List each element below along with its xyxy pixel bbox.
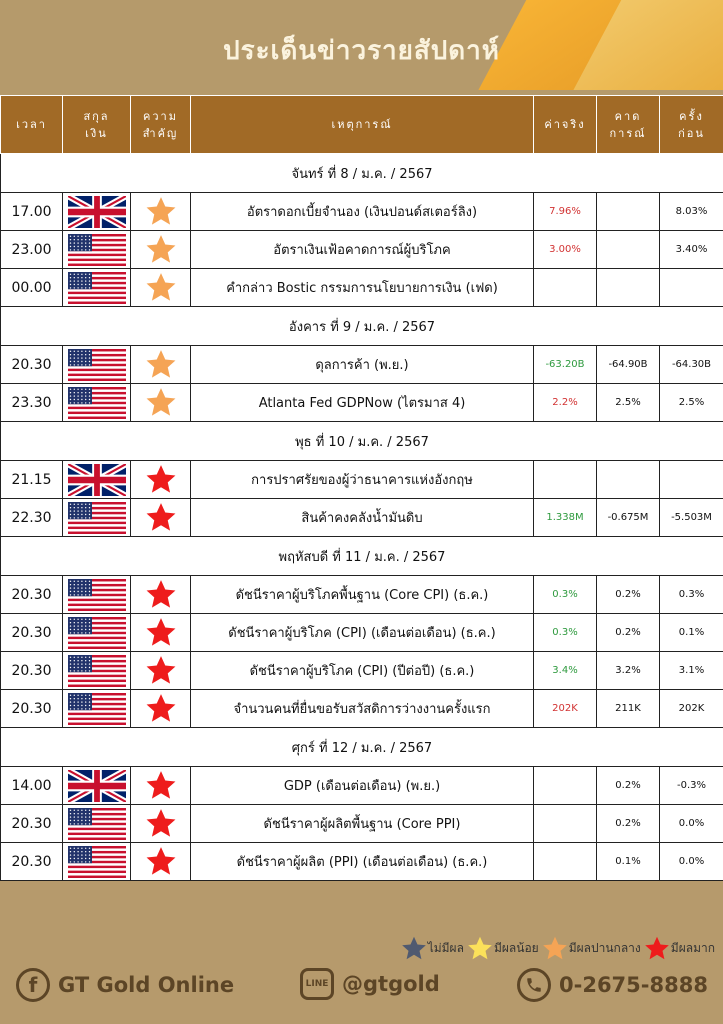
event-time: 21.15	[1, 461, 63, 499]
event-time: 17.00	[1, 193, 63, 231]
forecast-value: -0.675M	[597, 499, 660, 537]
forecast-value: 0.2%	[597, 576, 660, 614]
us-flag-icon	[68, 272, 126, 304]
event-name: อัตราดอกเบี้ยจำนอง (เงินปอนด์สเตอร์ลิง)	[191, 193, 534, 231]
economic-calendar-table	[0, 95, 723, 881]
event-row	[1, 690, 723, 728]
header-previous: ครั้ง ก่อน	[660, 96, 723, 154]
previous-value: 0.1%	[660, 614, 723, 652]
red-star-icon	[144, 463, 178, 496]
event-time: 20.30	[1, 843, 63, 881]
actual-value: -63.20B	[534, 346, 597, 384]
importance-legend	[398, 935, 715, 962]
day-label: ศุกร์ ที่ 12 / ม.ค. / 2567	[1, 728, 723, 767]
previous-value: 202K	[660, 690, 723, 728]
importance-star	[131, 805, 191, 843]
currency-flag	[63, 384, 131, 422]
orange-star-icon	[541, 935, 569, 962]
forecast-value	[597, 231, 660, 269]
day-header-row	[1, 154, 723, 193]
legend-label: มีผลน้อย	[493, 941, 539, 955]
currency-flag	[63, 231, 131, 269]
importance-star	[131, 461, 191, 499]
actual-value	[534, 843, 597, 881]
contact-bar	[0, 968, 723, 1008]
day-header-row	[1, 307, 723, 346]
day-label: พฤหัสบดี ที่ 11 / ม.ค. / 2567	[1, 537, 723, 576]
event-name: ดุลการค้า (พ.ย.)	[191, 346, 534, 384]
event-name: ดัชนีราคาผู้บริโภคพื้นฐาน (Core CPI) (ธ.ค.)	[191, 576, 534, 614]
forecast-value	[597, 461, 660, 499]
facebook-contact[interactable]	[16, 968, 234, 1002]
event-row	[1, 384, 723, 422]
phone-icon	[517, 968, 551, 1002]
day-header-row	[1, 422, 723, 461]
previous-value: -0.3%	[660, 767, 723, 805]
forecast-value: 0.2%	[597, 614, 660, 652]
phone-number: 0-2675-8888	[559, 973, 708, 997]
red-star-icon	[144, 501, 178, 534]
event-row	[1, 614, 723, 652]
forecast-value: 0.1%	[597, 843, 660, 881]
event-row	[1, 231, 723, 269]
event-name: GDP (เดือนต่อเดือน) (พ.ย.)	[191, 767, 534, 805]
uk-flag-icon	[68, 770, 126, 802]
event-time: 20.30	[1, 805, 63, 843]
us-flag-icon	[68, 349, 126, 381]
day-label: อังคาร ที่ 9 / ม.ค. / 2567	[1, 307, 723, 346]
currency-flag	[63, 499, 131, 537]
importance-star	[131, 767, 191, 805]
orange-star-icon	[144, 386, 178, 419]
red-star-icon	[643, 935, 671, 962]
importance-star	[131, 269, 191, 307]
facebook-icon: f	[16, 968, 50, 1002]
actual-value	[534, 461, 597, 499]
event-time: 22.30	[1, 499, 63, 537]
actual-value: 1.338M	[534, 499, 597, 537]
forecast-value: 0.2%	[597, 767, 660, 805]
forecast-value	[597, 193, 660, 231]
footer	[0, 913, 723, 1024]
forecast-value: 211K	[597, 690, 660, 728]
actual-value: 3.4%	[534, 652, 597, 690]
forecast-value: 0.2%	[597, 805, 660, 843]
currency-flag	[63, 614, 131, 652]
facebook-name: GT Gold Online	[58, 973, 235, 997]
event-row	[1, 346, 723, 384]
event-name: ดัชนีราคาผู้ผลิตพื้นฐาน (Core PPI)	[191, 805, 534, 843]
forecast-value: -64.90B	[597, 346, 660, 384]
event-time: 20.30	[1, 614, 63, 652]
event-row	[1, 805, 723, 843]
currency-flag	[63, 843, 131, 881]
importance-star	[131, 193, 191, 231]
day-label: พุธ ที่ 10 / ม.ค. / 2567	[1, 422, 723, 461]
event-time: 00.00	[1, 269, 63, 307]
day-header-row	[1, 728, 723, 767]
us-flag-icon	[68, 579, 126, 611]
legend-item	[400, 935, 464, 962]
importance-star	[131, 499, 191, 537]
event-time: 23.30	[1, 384, 63, 422]
orange-star-icon	[144, 348, 178, 381]
page-title: ประเด็นข่าวรายสัปดาห์	[223, 36, 500, 66]
red-star-icon	[144, 578, 178, 611]
day-label: จันทร์ ที่ 8 / ม.ค. / 2567	[1, 154, 723, 193]
us-flag-icon	[68, 846, 126, 878]
actual-value	[534, 805, 597, 843]
event-row	[1, 767, 723, 805]
event-time: 20.30	[1, 576, 63, 614]
importance-star	[131, 614, 191, 652]
event-row	[1, 843, 723, 881]
previous-value: -64.30B	[660, 346, 723, 384]
legend-label: มีผลมาก	[670, 941, 715, 955]
importance-star	[131, 843, 191, 881]
grey-star-icon	[400, 935, 428, 962]
actual-value: 202K	[534, 690, 597, 728]
currency-flag	[63, 269, 131, 307]
event-time: 23.00	[1, 231, 63, 269]
previous-value	[660, 269, 723, 307]
line-id: @gtgold	[342, 972, 440, 996]
actual-value	[534, 767, 597, 805]
currency-flag	[63, 346, 131, 384]
uk-flag-icon	[68, 464, 126, 496]
us-flag-icon	[68, 655, 126, 687]
previous-value: 0.3%	[660, 576, 723, 614]
uk-flag-icon	[68, 196, 126, 228]
header-time: เวลา	[1, 96, 63, 154]
currency-flag	[63, 690, 131, 728]
line-contact[interactable]	[300, 968, 440, 1000]
us-flag-icon	[68, 234, 126, 266]
event-row	[1, 499, 723, 537]
event-name: ดัชนีราคาผู้บริโภค (CPI) (ปีต่อปี) (ธ.ค.)	[191, 652, 534, 690]
header-importance: ความ สำคัญ	[131, 96, 191, 154]
event-name: Atlanta Fed GDPNow (ไตรมาส 4)	[191, 384, 534, 422]
yellow-star-icon	[466, 935, 494, 962]
event-time: 14.00	[1, 767, 63, 805]
header-currency: สกุล เงิน	[63, 96, 131, 154]
legend-label: มีผลปานกลาง	[568, 941, 641, 955]
day-header-row	[1, 537, 723, 576]
forecast-value: 2.5%	[597, 384, 660, 422]
red-star-icon	[144, 692, 178, 725]
actual-value: 0.3%	[534, 614, 597, 652]
us-flag-icon	[68, 387, 126, 419]
header-forecast: คาด การณ์	[597, 96, 660, 154]
red-star-icon	[144, 807, 178, 840]
legend-label: ไม่มีผล	[427, 941, 464, 955]
event-name: การปราศรัยของผู้ว่าธนาคารแห่งอังกฤษ	[191, 461, 534, 499]
currency-flag	[63, 576, 131, 614]
phone-contact[interactable]	[517, 968, 708, 1002]
actual-value: 0.3%	[534, 576, 597, 614]
actual-value: 7.96%	[534, 193, 597, 231]
event-name: ดัชนีราคาผู้ผลิต (PPI) (เดือนต่อเดือน) (ธ.ค.)	[191, 843, 534, 881]
actual-value: 3.00%	[534, 231, 597, 269]
previous-value: 3.40%	[660, 231, 723, 269]
us-flag-icon	[68, 502, 126, 534]
currency-flag	[63, 652, 131, 690]
currency-flag	[63, 767, 131, 805]
line-icon: LINE	[300, 968, 334, 1000]
event-name: อัตราเงินเฟ้อคาดการณ์ผู้บริโภค	[191, 231, 534, 269]
red-star-icon	[144, 654, 178, 687]
legend-item	[541, 935, 641, 962]
orange-star-icon	[144, 195, 178, 228]
event-name: สินค้าคงคลังน้ำมันดิบ	[191, 499, 534, 537]
previous-value: 0.0%	[660, 805, 723, 843]
red-star-icon	[144, 616, 178, 649]
orange-star-icon	[144, 233, 178, 266]
importance-star	[131, 231, 191, 269]
header	[0, 0, 723, 95]
event-time: 20.30	[1, 346, 63, 384]
forecast-value: 3.2%	[597, 652, 660, 690]
event-row	[1, 193, 723, 231]
event-time: 20.30	[1, 652, 63, 690]
importance-star	[131, 346, 191, 384]
event-row	[1, 269, 723, 307]
orange-star-icon	[144, 271, 178, 304]
header-event: เหตุการณ์	[191, 96, 534, 154]
currency-flag	[63, 193, 131, 231]
event-name: ดัชนีราคาผู้บริโภค (CPI) (เดือนต่อเดือน) (ธ.ค.)	[191, 614, 534, 652]
importance-star	[131, 576, 191, 614]
event-row	[1, 461, 723, 499]
actual-value	[534, 269, 597, 307]
currency-flag	[63, 805, 131, 843]
us-flag-icon	[68, 617, 126, 649]
event-time: 20.30	[1, 690, 63, 728]
importance-star	[131, 690, 191, 728]
legend-item	[466, 935, 539, 962]
actual-value: 2.2%	[534, 384, 597, 422]
legend-item	[643, 935, 715, 962]
header-actual: ค่าจริง	[534, 96, 597, 154]
previous-value: -5.503M	[660, 499, 723, 537]
importance-star	[131, 384, 191, 422]
previous-value: 3.1%	[660, 652, 723, 690]
previous-value: 8.03%	[660, 193, 723, 231]
previous-value	[660, 461, 723, 499]
red-star-icon	[144, 769, 178, 802]
event-name: คำกล่าว Bostic กรรมการนโยบายการเงิน (เฟด)	[191, 269, 534, 307]
us-flag-icon	[68, 808, 126, 840]
event-row	[1, 652, 723, 690]
event-row	[1, 576, 723, 614]
us-flag-icon	[68, 693, 126, 725]
event-name: จำนวนคนที่ยื่นขอรับสวัสดิการว่างงานครั้งแรก	[191, 690, 534, 728]
forecast-value	[597, 269, 660, 307]
currency-flag	[63, 461, 131, 499]
previous-value: 0.0%	[660, 843, 723, 881]
red-star-icon	[144, 845, 178, 878]
importance-star	[131, 652, 191, 690]
previous-value: 2.5%	[660, 384, 723, 422]
